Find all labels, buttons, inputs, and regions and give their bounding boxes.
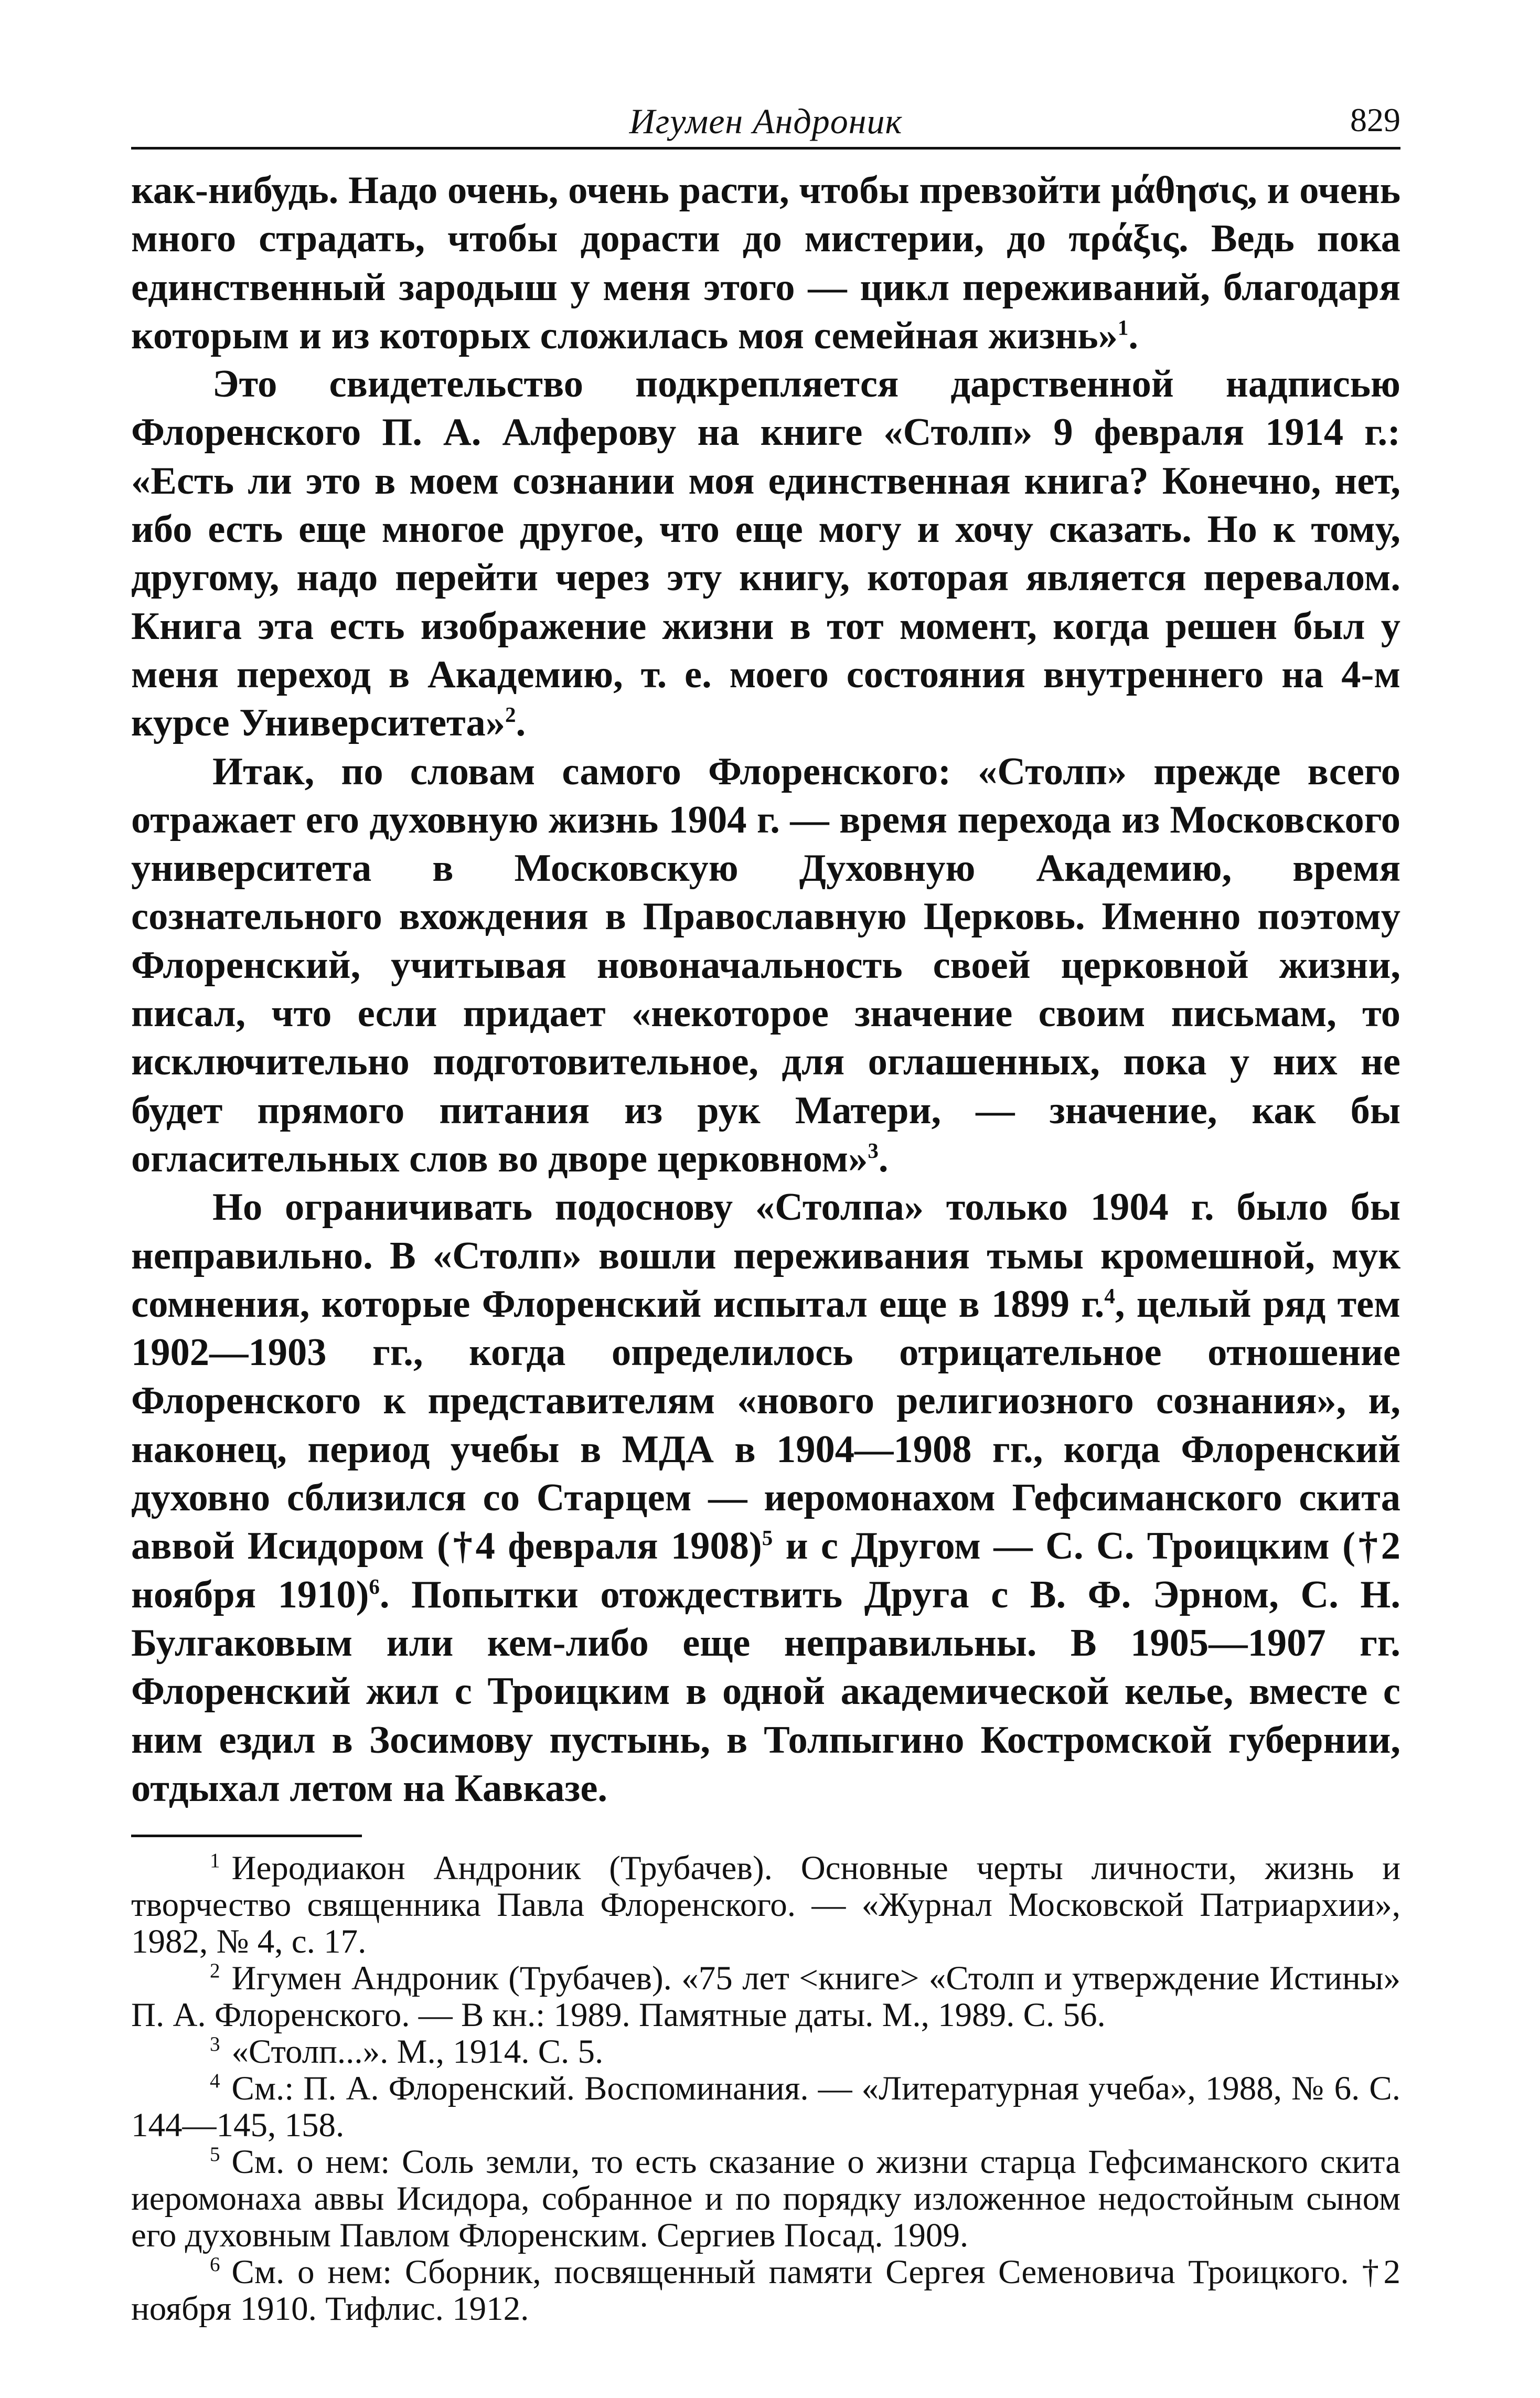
- footnote-number: 5: [210, 2143, 220, 2166]
- footnote-number: 2: [210, 1959, 220, 1983]
- footnote-ref[interactable]: 1: [1117, 315, 1129, 340]
- footnote: [131, 1850, 1400, 1960]
- footnote: [131, 2033, 1400, 2070]
- paragraph-text: как-нибудь. Надо очень, очень расти, чтобы превзойти μάθησις, и очень много страдать, чтобы дорасти до мистерии, до πράξις. Ведь пока единственный зародыш у меня этого — цикл переживаний, благодаря которым и из которых сложилась моя семейная жизнь»: [131, 169, 1400, 357]
- footnote-number: 3: [210, 2033, 220, 2056]
- footnotes: [131, 1850, 1400, 2327]
- page-number: 829: [1350, 101, 1400, 138]
- main-text: [131, 166, 1400, 1813]
- footnote-text: «Столп...». М., 1914. С. 5.: [231, 2033, 604, 2071]
- paragraph-text: Итак, по словам самого Флоренского: «Столп» прежде всего отражает его духовную жизнь 1904 г. — время перехода из Московского университета в Московскую Духовную Академию, время сознательного вхождения в Православную Церковь. Именно поэтому Флоренский, учитывая новоначальность своей церковной жизни, писал, что если придает «некоторое значение своим письмам, то исключительно подготовительное, для оглашенных, пока у них не будет прямого питания из рук Матери, — значение, как бы огласительных слов во дворе церковном»: [131, 750, 1400, 1180]
- footnote-ref[interactable]: 2: [505, 702, 516, 727]
- footnote-ref[interactable]: 6: [369, 1574, 380, 1598]
- footnote-number: 6: [210, 2253, 220, 2276]
- footnote-text: См.: П. А. Флоренский. Воспоминания. — «Литературная учеба», 1988, № 6. С. 144—145, 158.: [131, 2070, 1400, 2145]
- footnote-text: Иеродиакон Андроник (Трубачев). Основные черты личности, жизнь и творчество священника Павла Флоренского. — «Журнал Московской Патриархии», 1982, № 4, с. 17.: [131, 1849, 1400, 1961]
- footnote: [131, 2254, 1400, 2327]
- paragraph: [131, 1183, 1400, 1813]
- paragraph-text: , целый ряд тем 1902—1903 гг., когда определилось отрицательное отношение Флоренского к представителям «нового религиозного сознания», и, наконец, период учебы в МДА в 1904—1908 гг., когда Флоренский духовно сблизился со Старцем — иеромонахом Гефсиманского скита аввой Исидором (†4 февраля 1908): [131, 1282, 1400, 1568]
- footnote-ref[interactable]: 3: [868, 1138, 879, 1163]
- footnote-number: 1: [210, 1849, 220, 1872]
- footnote: [131, 2144, 1400, 2254]
- footnote-divider: [131, 1835, 362, 1837]
- footnote: [131, 2070, 1400, 2144]
- footnote-ref[interactable]: 4: [1104, 1284, 1115, 1308]
- paragraph-text: Но ограничивать подоснову «Столпа» только 1904 г. было бы неправильно. В «Столп» вошли переживания тьмы кромешной, мук сомнения, которые Флоренский испытал еще в 1899 г.: [131, 1186, 1400, 1326]
- book-page: [131, 79, 1400, 2327]
- footnote: [131, 1960, 1400, 2033]
- paragraph-text: Это свидетельство подкрепляется дарственной надписью Флоренского П. А. Алферову на книге «Столп» 9 февраля 1914 г.: «Есть ли это в моем сознании моя единственная книга? Конечно, нет, ибо есть еще многое другое, что еще могу и хочу сказать. Но к тому, другому, надо перейти через эту книгу, которая является перевалом. Книга эта есть изображение жизни в тот момент, когда решен был у меня переход в Академию, т. е. моего состояния внутреннего на 4-м курсе Университета»: [131, 363, 1400, 745]
- paragraph: Это свидетельство подкрепляется дарственной надписью Флоренского П. А. Алферову на книге «Столп» 9 февраля 1914 г.: «Есть ли это в моем сознании моя единственная книга? Конечно, нет, ибо есть еще многое другое, что еще могу и хочу сказать. Но к тому, другому, надо перейти через эту книгу, которая является перевалом. Книга эта есть изображение жизни в тот момент, когда решен был у меня переход в Академию, т. е. моего состояния внутреннего на 4-м курсе Университета»$^2$.: [131, 363, 1400, 745]
- footnote-ref[interactable]: 5: [762, 1526, 773, 1550]
- footnote-text: См. о нем: Сборник, посвященный памяти Сергея Семеновича Троицкого. †2 ноября 1910. Тифлис. 1912.: [131, 2253, 1400, 2328]
- paragraph-text: и с Другом — С. С. Троицким (†2 ноября 1910): [131, 1525, 1400, 1616]
- footnote-text: См. о нем: Соль земли, то есть сказание о жизни старца Гефсиманского скита иеромонаха аввы Исидора, собранное и по порядку изложенное недостойным сыном его духовным Павлом Флоренским. Сергиев Посад. 1909.: [131, 2143, 1400, 2255]
- page-header: [131, 79, 1400, 150]
- paragraph-text: . Попытки отождествить Друга с В. Ф. Эрном, С. Н. Булгаковым или кем-либо еще неправильны. В 1905—1907 гг. Флоренский жил с Троицким в одной академической келье, вместе с ним ездил в Зосимову пустынь, в Толпыгино Костромской губернии, отдыхал летом на Кавказе.: [131, 1573, 1400, 1810]
- running-title: Игумен Андроник: [629, 101, 903, 141]
- paragraph: как-нибудь. Надо очень, очень расти, чтобы превзойти μάθησις, и очень много страдать, чтобы дорасти до мистерии, до πράξις. Ведь пока единственный зародыш у меня этого — цикл переживаний, благодаря которым и из которых сложилась моя семейная жизнь»$^1$.: [131, 169, 1400, 357]
- paragraph: Итак, по словам самого Флоренского: «Столп» прежде всего отражает его духовную жизнь 1904 г. — время перехода из Московского университета в Московскую Духовную Академию, время сознательного вхождения в Православную Церковь. Именно поэтому Флоренский, учитывая новоначальность своей церковной жизни, писал, что если придает «некоторое значение своим письмам, то исключительно подготовительное, для оглашенных, пока у них не будет прямого питания из рук Матери, — значение, как бы огласительных слов во дворе церковном»$^3$.: [131, 750, 1400, 1180]
- footnote-number: 4: [210, 2070, 220, 2093]
- footnote-text: Игумен Андроник (Трубачев). «75 лет <книге> «Столп и утверждение Истины» П. А. Флоренского. — В кн.: 1989. Памятные даты. М., 1989. С. 56.: [131, 1959, 1400, 2034]
